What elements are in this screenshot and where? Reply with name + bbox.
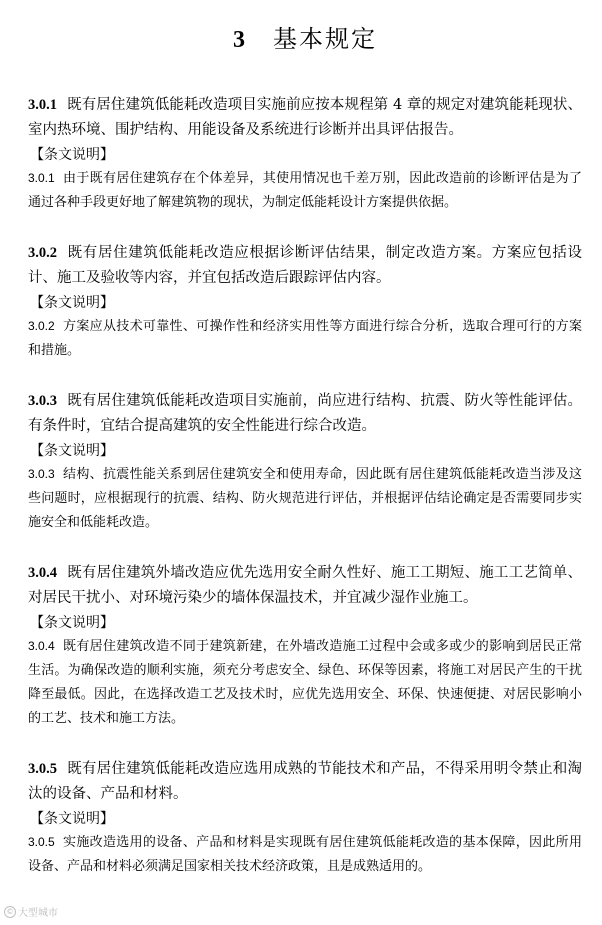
watermark-text: 大型城市 <box>18 908 58 919</box>
chapter-title <box>28 24 582 55</box>
explanation-text <box>28 462 582 535</box>
explanation-heading: 【条文说明】 <box>30 811 114 827</box>
chapter-title-text: 基本规定 <box>273 25 377 53</box>
clause-text: 既有居住建筑外墙改造应优先选用安全耐久性好、施工工期短、施工工艺简单、对居民干扰小、对环境污染少的墙体保温技术，并宜减少湿作业施工。 <box>28 565 582 606</box>
clause <box>28 561 582 611</box>
section-3-0-3 <box>28 389 582 535</box>
section-3-0-5 <box>28 757 582 879</box>
section-3-0-1 <box>28 93 582 215</box>
clause-text: 既有居住建筑低能耗改造项目实施前应按本规程第 4 章的规定对建筑能耗现状、室内热环境、围护结构、用能设备及系统进行诊断并出具评估报告。 <box>28 97 582 138</box>
clause <box>28 389 582 439</box>
explanation-number: 3.0.1 <box>28 171 55 185</box>
explanation-heading: 【条文说明】 <box>30 295 114 311</box>
clause-number: 3.0.3 <box>28 393 57 409</box>
watermark <box>4 904 58 919</box>
explanation-heading: 【条文说明】 <box>30 615 114 631</box>
section-3-0-4 <box>28 561 582 731</box>
explanation-heading: 【条文说明】 <box>30 147 114 163</box>
clause-text: 既有居住建筑低能耗改造项目实施前，尚应进行结构、抗震、防火等性能评估。有条件时，宜结合提高建筑的安全性能进行综合改造。 <box>28 393 582 434</box>
clause-number: 3.0.4 <box>28 565 57 581</box>
section-3-0-2 <box>28 241 582 363</box>
explanation-body: 既有居住建筑改造不同于建筑新建，在外墙改造施工过程中会或多或少的影响到居民正常生活。为确保改造的顺利实施，须充分考虑安全、绿色、环保等因素，将施工对居民产生的干扰降至最低。因此，在选择改造工艺及技术时，应优先选用安全、环保、快速便捷、对居民影响小的工艺、技术和施工方法。 <box>28 639 582 726</box>
explanation-text <box>28 830 582 879</box>
chapter-number: 3 <box>233 27 247 53</box>
explanation-text <box>28 314 582 363</box>
clause-number: 3.0.5 <box>28 761 57 777</box>
explanation-body: 实施改造选用的设备、产品和材料是实现既有居住建筑低能耗改造的基本保障，因此所用设备、产品和材料必须满足国家相关技术经济政策，且是成熟适用的。 <box>28 835 582 874</box>
explanation-number: 3.0.2 <box>28 319 55 333</box>
clause <box>28 757 582 807</box>
explanation-body: 方案应从技术可靠性、可操作性和经济实用性等方面进行综合分析，选取合理可行的方案和措施。 <box>28 319 582 358</box>
explanation-number: 3.0.5 <box>28 835 55 849</box>
clause-number: 3.0.2 <box>28 245 57 261</box>
clause-text: 既有居住建筑低能耗改造应根据诊断评估结果，制定改造方案。方案应包括设计、施工及验收等内容，并宜包括改造后跟踪评估内容。 <box>28 245 582 286</box>
explanation-text <box>28 634 582 731</box>
clause-number: 3.0.1 <box>28 97 57 113</box>
explanation-number: 3.0.3 <box>28 467 55 481</box>
clause-text: 既有居住建筑低能耗改造应选用成熟的节能技术和产品，不得采用明令禁止和淘汰的设备、产品和材料。 <box>28 761 582 802</box>
explanation-text <box>28 166 582 215</box>
explanation-number: 3.0.4 <box>28 639 55 653</box>
clause <box>28 241 582 291</box>
explanation-heading: 【条文说明】 <box>30 443 114 459</box>
clause <box>28 93 582 143</box>
watermark-logo-icon: © <box>4 906 16 918</box>
explanation-body: 由于既有居住建筑存在个体差异，其使用情况也千差万别，因此改造前的诊断评估是为了通过各种手段更好地了解建筑物的现状，为制定低能耗设计方案提供依据。 <box>28 171 582 210</box>
explanation-body: 结构、抗震性能关系到居住建筑安全和使用寿命，因此既有居住建筑低能耗改造当涉及这些问题时，应根据现行的抗震、结构、防火规范进行评估，并根据评估结论确定是否需要同步实施安全和低能耗改造。 <box>28 467 582 530</box>
